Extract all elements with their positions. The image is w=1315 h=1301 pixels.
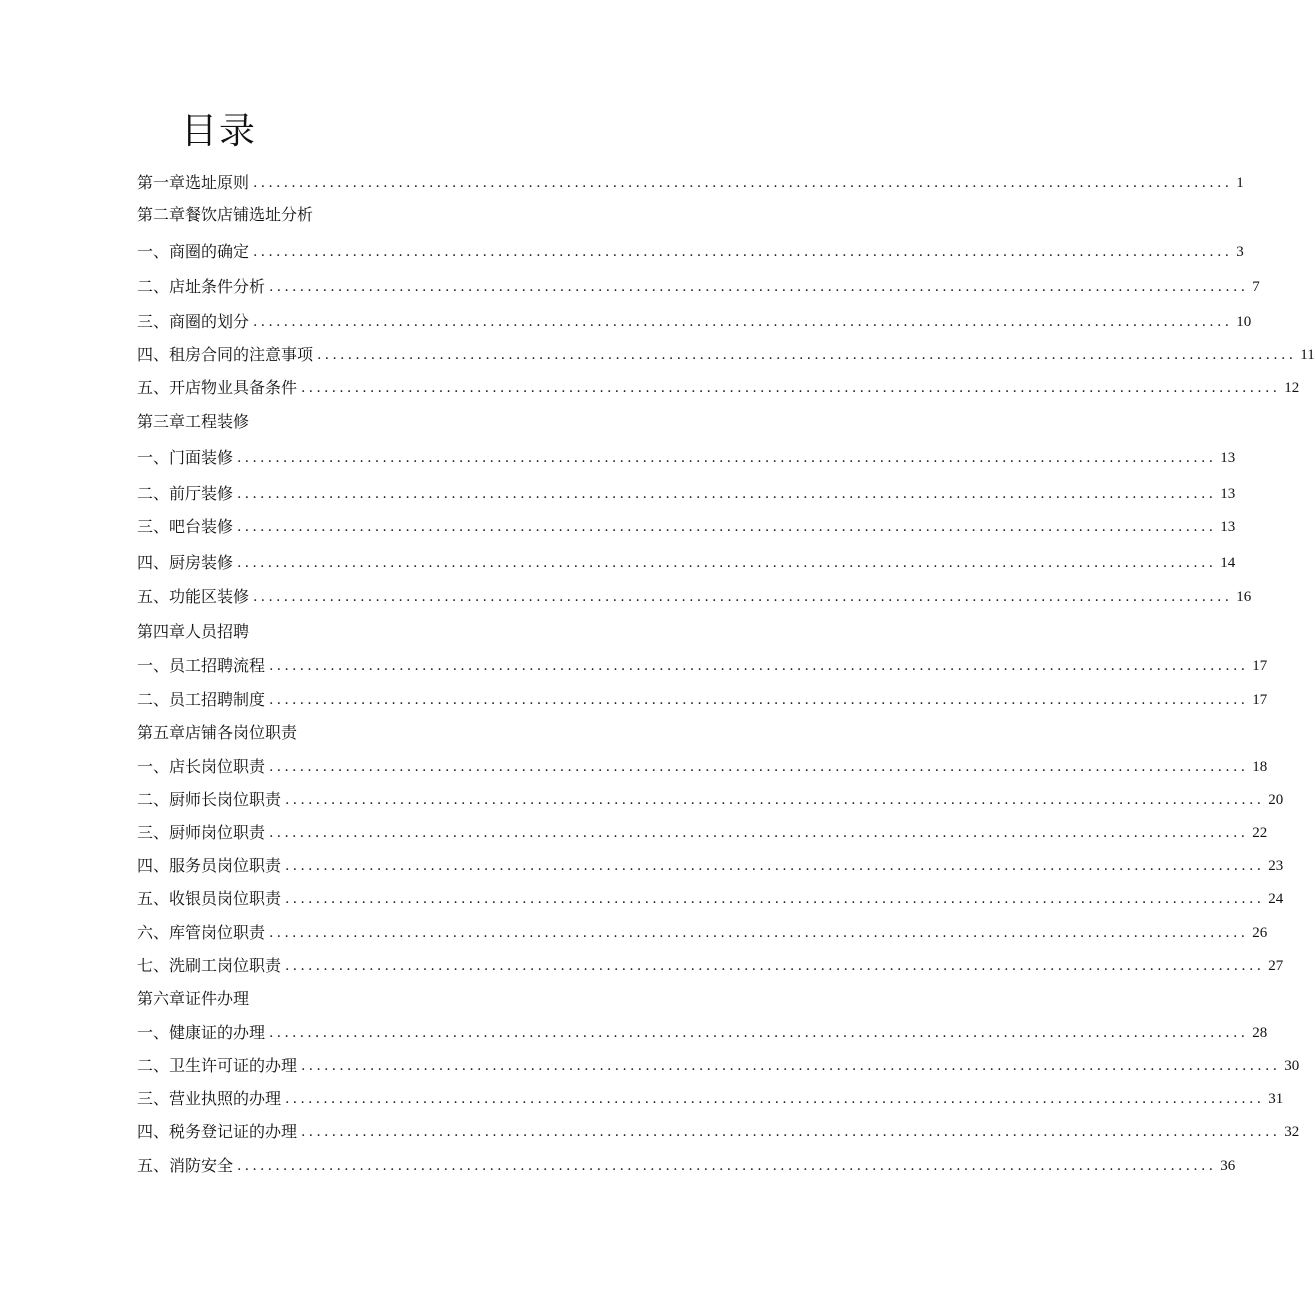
toc-entry[interactable] <box>137 851 1284 877</box>
toc-entry[interactable] <box>137 752 1268 778</box>
toc-chapter-heading[interactable] <box>137 407 750 433</box>
toc-entry-text: 三、吧台装修 <box>137 516 237 538</box>
toc-entry[interactable] <box>137 951 1284 977</box>
toc-entry-text: 四、租房合同的注意事项 <box>137 344 317 366</box>
toc-entry-text: 二、员工招聘制度 <box>137 689 269 711</box>
toc-entry-text: 三、营业执照的办理 <box>137 1088 285 1110</box>
toc-entry[interactable] <box>137 272 1260 298</box>
toc-entry[interactable] <box>137 785 1284 811</box>
toc-dot-leader: ................................................................................................................................ <box>285 958 1265 974</box>
toc-entry-text: 一、店长岗位职责 <box>137 756 269 778</box>
toc-dot-leader: ................................................................................................................................ <box>285 858 1265 874</box>
toc-dot-leader: ................................................................................................................................ <box>269 658 1249 674</box>
toc-title: 目录 <box>181 111 258 152</box>
toc-dot-leader: ................................................................................................................................ <box>253 244 1233 260</box>
toc-page-number: 13 <box>1220 486 1236 502</box>
toc-entry-text: 七、洗刷工岗位职责 <box>137 955 285 977</box>
toc-entry[interactable] <box>137 1051 1300 1077</box>
toc-dot-leader: ................................................................................................................................ <box>317 347 1297 363</box>
toc-entry[interactable] <box>137 1018 1268 1044</box>
toc-entry-text: 第二章餐饮店铺选址分析 <box>137 204 317 226</box>
toc-entry-text: 第六章证件办理 <box>137 988 253 1010</box>
toc-entry-text: 第一章选址原则 <box>137 172 253 194</box>
toc-entry-text: 三、商圈的划分 <box>137 311 253 333</box>
toc-entry-text: 四、厨房装修 <box>137 552 237 574</box>
toc-entry-text: 二、前厅装修 <box>137 483 237 505</box>
toc-entry-text: 第五章店铺各岗位职责 <box>137 722 301 744</box>
toc-dot-leader: ................................................................................................................................ <box>253 589 1233 605</box>
toc-dot-leader: ................................................................................................................................ <box>301 1124 1281 1140</box>
toc-entry-text: 一、商圈的确定 <box>137 241 253 263</box>
toc-dot-leader: ................................................................................................................................ <box>269 279 1249 295</box>
toc-page-number: 27 <box>1268 958 1284 974</box>
toc-dot-leader: ................................................................................................................................ <box>269 692 1249 708</box>
toc-page-number: 32 <box>1284 1124 1300 1140</box>
toc-entry-text: 二、店址条件分析 <box>137 276 269 298</box>
toc-page-number: 14 <box>1220 555 1236 571</box>
toc-page-number: 22 <box>1252 825 1268 841</box>
toc-dot-leader: ................................................................................................................................ <box>269 759 1249 775</box>
toc-dot-leader: ................................................................................................................................ <box>285 891 1265 907</box>
toc-page-number: 17 <box>1252 692 1268 708</box>
toc-page-number: 12 <box>1284 380 1300 396</box>
toc-page-number: 36 <box>1220 1158 1236 1174</box>
toc-dot-leader: ................................................................................................................................ <box>269 925 1249 941</box>
toc-entry[interactable] <box>137 307 1252 333</box>
toc-dot-leader: ................................................................................................................................ <box>237 1158 1217 1174</box>
toc-entry-text: 第三章工程装修 <box>137 411 253 433</box>
toc-entry[interactable] <box>137 237 1244 263</box>
toc-dot-leader: ................................................................................................................................ <box>285 792 1265 808</box>
toc-entry-text: 二、卫生许可证的办理 <box>137 1055 301 1077</box>
toc-page-number: 3 <box>1236 244 1244 260</box>
toc-entry-text: 五、功能区装修 <box>137 586 253 608</box>
toc-entry[interactable] <box>137 1151 1236 1177</box>
toc-chapter-heading[interactable] <box>137 984 750 1010</box>
toc-entry-text: 五、开店物业具备条件 <box>137 377 301 399</box>
toc-entry[interactable] <box>137 512 1236 538</box>
toc-page-number: 13 <box>1220 519 1236 535</box>
toc-entry-text: 一、员工招聘流程 <box>137 655 269 677</box>
toc-dot-leader: ................................................................................................................................ <box>237 555 1217 571</box>
toc-dot-leader: ................................................................................................................................ <box>269 825 1249 841</box>
toc-page-number: 18 <box>1252 759 1268 775</box>
toc-page-number: 17 <box>1252 658 1268 674</box>
toc-entry[interactable] <box>137 443 1236 469</box>
toc-dot-leader: ................................................................................................................................ <box>237 450 1217 466</box>
toc-entry-text: 二、厨师长岗位职责 <box>137 789 285 811</box>
toc-page-number: 24 <box>1268 891 1284 907</box>
toc-entry[interactable] <box>137 340 1315 366</box>
toc-entry[interactable] <box>137 1084 1284 1110</box>
toc-entry-text: 三、厨师岗位职责 <box>137 822 269 844</box>
toc-page-number: 20 <box>1268 792 1284 808</box>
toc-page-number: 13 <box>1220 450 1236 466</box>
toc-entry[interactable] <box>137 818 1268 844</box>
toc-page-number: 10 <box>1236 314 1252 330</box>
toc-dot-leader: ................................................................................................................................ <box>269 1025 1249 1041</box>
toc-entry-text: 四、税务登记证的办理 <box>137 1121 301 1143</box>
toc-entry[interactable] <box>137 651 1268 677</box>
toc-entry-text: 四、服务员岗位职责 <box>137 855 285 877</box>
toc-dot-leader: ................................................................................................................................ <box>237 519 1217 535</box>
toc-page-number: 26 <box>1252 925 1268 941</box>
toc-entry[interactable] <box>137 884 1284 910</box>
toc-dot-leader: ................................................................................................................................ <box>301 1058 1281 1074</box>
toc-page-number: 30 <box>1284 1058 1300 1074</box>
toc-entry[interactable] <box>137 1117 1300 1143</box>
toc-entry-text: 五、消防安全 <box>137 1155 237 1177</box>
toc-page-number: 28 <box>1252 1025 1268 1041</box>
toc-dot-leader: ................................................................................................................................ <box>237 486 1217 502</box>
toc-entry-text: 五、收银员岗位职责 <box>137 888 285 910</box>
toc-dot-leader: ................................................................................................................................ <box>285 1091 1265 1107</box>
toc-page-number: 23 <box>1268 858 1284 874</box>
toc-entry-text: 六、库管岗位职责 <box>137 922 269 944</box>
toc-entry[interactable] <box>137 479 1236 505</box>
toc-page-number: 7 <box>1252 279 1260 295</box>
toc-dot-leader: ................................................................................................................................ <box>253 314 1233 330</box>
toc-chapter-heading[interactable] <box>137 200 750 226</box>
toc-entry[interactable] <box>137 373 1300 399</box>
toc-dot-leader: ................................................................................................................................ <box>301 380 1281 396</box>
toc-entry-text: 一、门面装修 <box>137 447 237 469</box>
toc-dot-leader: ................................................................................................................................ <box>253 175 1233 191</box>
toc-chapter-heading[interactable] <box>137 718 750 744</box>
toc-entry[interactable] <box>137 685 1268 711</box>
toc-chapter-heading[interactable] <box>137 617 750 643</box>
toc-page-number: 16 <box>1236 589 1252 605</box>
toc-entry-text: 第四章人员招聘 <box>137 621 253 643</box>
toc-page-number: 1 <box>1236 175 1244 191</box>
toc-entry[interactable] <box>137 918 1268 944</box>
toc-entry[interactable] <box>137 168 1244 194</box>
toc-entry[interactable] <box>137 548 1236 574</box>
toc-page-number: 11 <box>1300 347 1315 363</box>
toc-entry[interactable] <box>137 582 1252 608</box>
toc-entry-text: 一、健康证的办理 <box>137 1022 269 1044</box>
toc-page-number: 31 <box>1268 1091 1284 1107</box>
